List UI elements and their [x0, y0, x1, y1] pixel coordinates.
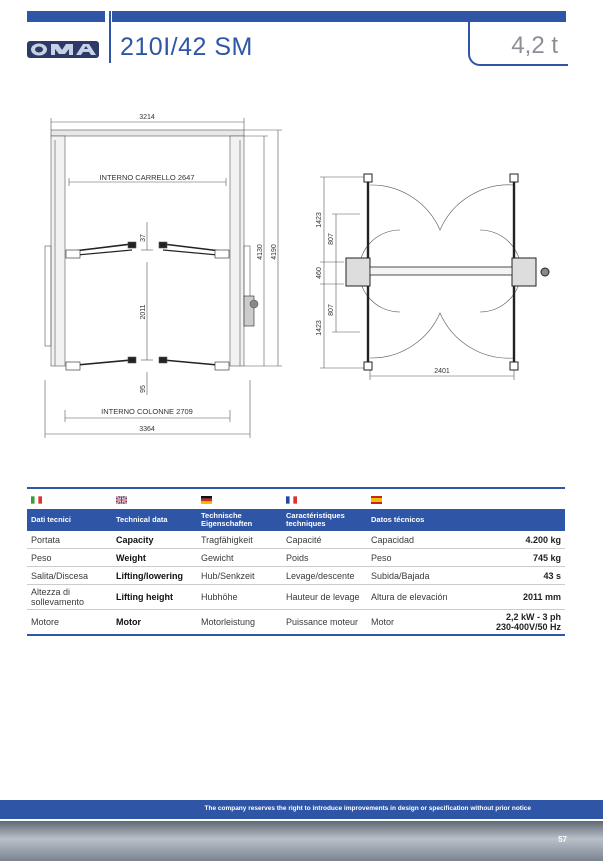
- cell-en: Weight: [112, 549, 197, 567]
- cell-value: 43 s: [452, 567, 565, 585]
- dim-arm-807-top: 807: [328, 233, 335, 245]
- flag-row: [27, 488, 565, 509]
- table-row: [27, 610, 565, 636]
- header-cell-it: Dati tecnici: [27, 509, 112, 531]
- cell-fr: Capacité: [282, 531, 367, 549]
- cell-value: 4.200 kg: [452, 531, 565, 549]
- cell-fr: Puissance moteur: [282, 610, 367, 636]
- cell-value: 2011 mm: [452, 585, 565, 610]
- cell-value-line1: 2,2 kW - 3 ph: [505, 612, 561, 622]
- cell-it: Altezza di sollevamento: [27, 585, 112, 610]
- cell-es: Altura de elevación: [367, 585, 452, 610]
- footer-metal-band: [0, 821, 603, 861]
- footer-note: The company reserves the right to introduce improvements in design or specification without prior notice: [204, 805, 531, 812]
- capacity-label: 4,2 t: [511, 32, 558, 59]
- cell-es: Peso: [367, 549, 452, 567]
- table-row: [27, 567, 565, 585]
- cell-de: Hubhöhe: [197, 585, 282, 610]
- dim-center-460: 460: [316, 267, 323, 279]
- model-title: 210I/42 SM: [120, 33, 253, 61]
- header-cell-fr: Caractéristiques techniques: [282, 509, 367, 531]
- cell-de: Motorleistung: [197, 610, 282, 636]
- cell-it: Motore: [27, 610, 112, 636]
- dim-lift-height: 2011: [140, 304, 147, 320]
- de-flag-icon: [201, 496, 212, 504]
- header-cell-value: [452, 509, 565, 531]
- cell-es: Capacidad: [367, 531, 452, 549]
- cell-value-line2: 230-400V/50 Hz: [495, 622, 561, 632]
- front-view: [45, 118, 282, 438]
- dim-arm-807-bottom: 807: [328, 304, 335, 316]
- es-flag-icon: [371, 496, 382, 504]
- cell-de: Hub/Senkzeit: [197, 567, 282, 585]
- header-cell-es: Datos técnicos: [367, 509, 452, 531]
- dim-arm-1423-top: 1423: [316, 212, 323, 228]
- cell-en: Capacity: [112, 531, 197, 549]
- dim-37: 37: [140, 234, 147, 242]
- cell-it: Salita/Discesa: [27, 567, 112, 585]
- dim-height-4130: 4130: [257, 244, 264, 260]
- table-row: [27, 531, 565, 549]
- dim-overall-width: 3214: [139, 114, 155, 121]
- dim-base-width: 3364: [139, 426, 155, 433]
- table-row: [27, 549, 565, 567]
- cell-es: Motor: [367, 610, 452, 636]
- cell-fr: Levage/descente: [282, 567, 367, 585]
- cell-en: Lifting/lowering: [112, 567, 197, 585]
- page-number: 57: [558, 835, 567, 844]
- cell-de: Gewicht: [197, 549, 282, 567]
- dim-arm-1423-bottom: 1423: [316, 320, 323, 336]
- cell-fr: Hauteur de levage: [282, 585, 367, 610]
- cell-en: Lifting height: [112, 585, 197, 610]
- fr-flag-icon: [286, 496, 297, 504]
- dim-inner-carriage: INTERNO CARRELLO 2647: [99, 173, 195, 182]
- dim-height-4190: 4190: [271, 244, 278, 260]
- table-row: [27, 585, 565, 610]
- cell-value: 745 kg: [452, 549, 565, 567]
- cell-es: Subida/Bajada: [367, 567, 452, 585]
- cell-en: Motor: [112, 610, 197, 636]
- uk-flag-icon: [116, 496, 127, 504]
- header-cell-en: Technical data: [112, 509, 197, 531]
- cell-it: Peso: [27, 549, 112, 567]
- cell-fr: Poids: [282, 549, 367, 567]
- cell-it: Portata: [27, 531, 112, 549]
- cell-value: [452, 610, 565, 636]
- dim-95: 95: [140, 385, 147, 393]
- spec-table: [27, 487, 565, 636]
- cell-de: Tragfähigkeit: [197, 531, 282, 549]
- header-row: [27, 509, 565, 531]
- dim-inner-columns: INTERNO COLONNE 2709: [101, 407, 193, 416]
- top-view-arms: [346, 174, 549, 370]
- it-flag-icon: [31, 496, 42, 504]
- header-cell-de: Technische Eigenschaften: [197, 509, 282, 531]
- dim-span-2401: 2401: [434, 368, 450, 375]
- footer-bar: [0, 800, 603, 819]
